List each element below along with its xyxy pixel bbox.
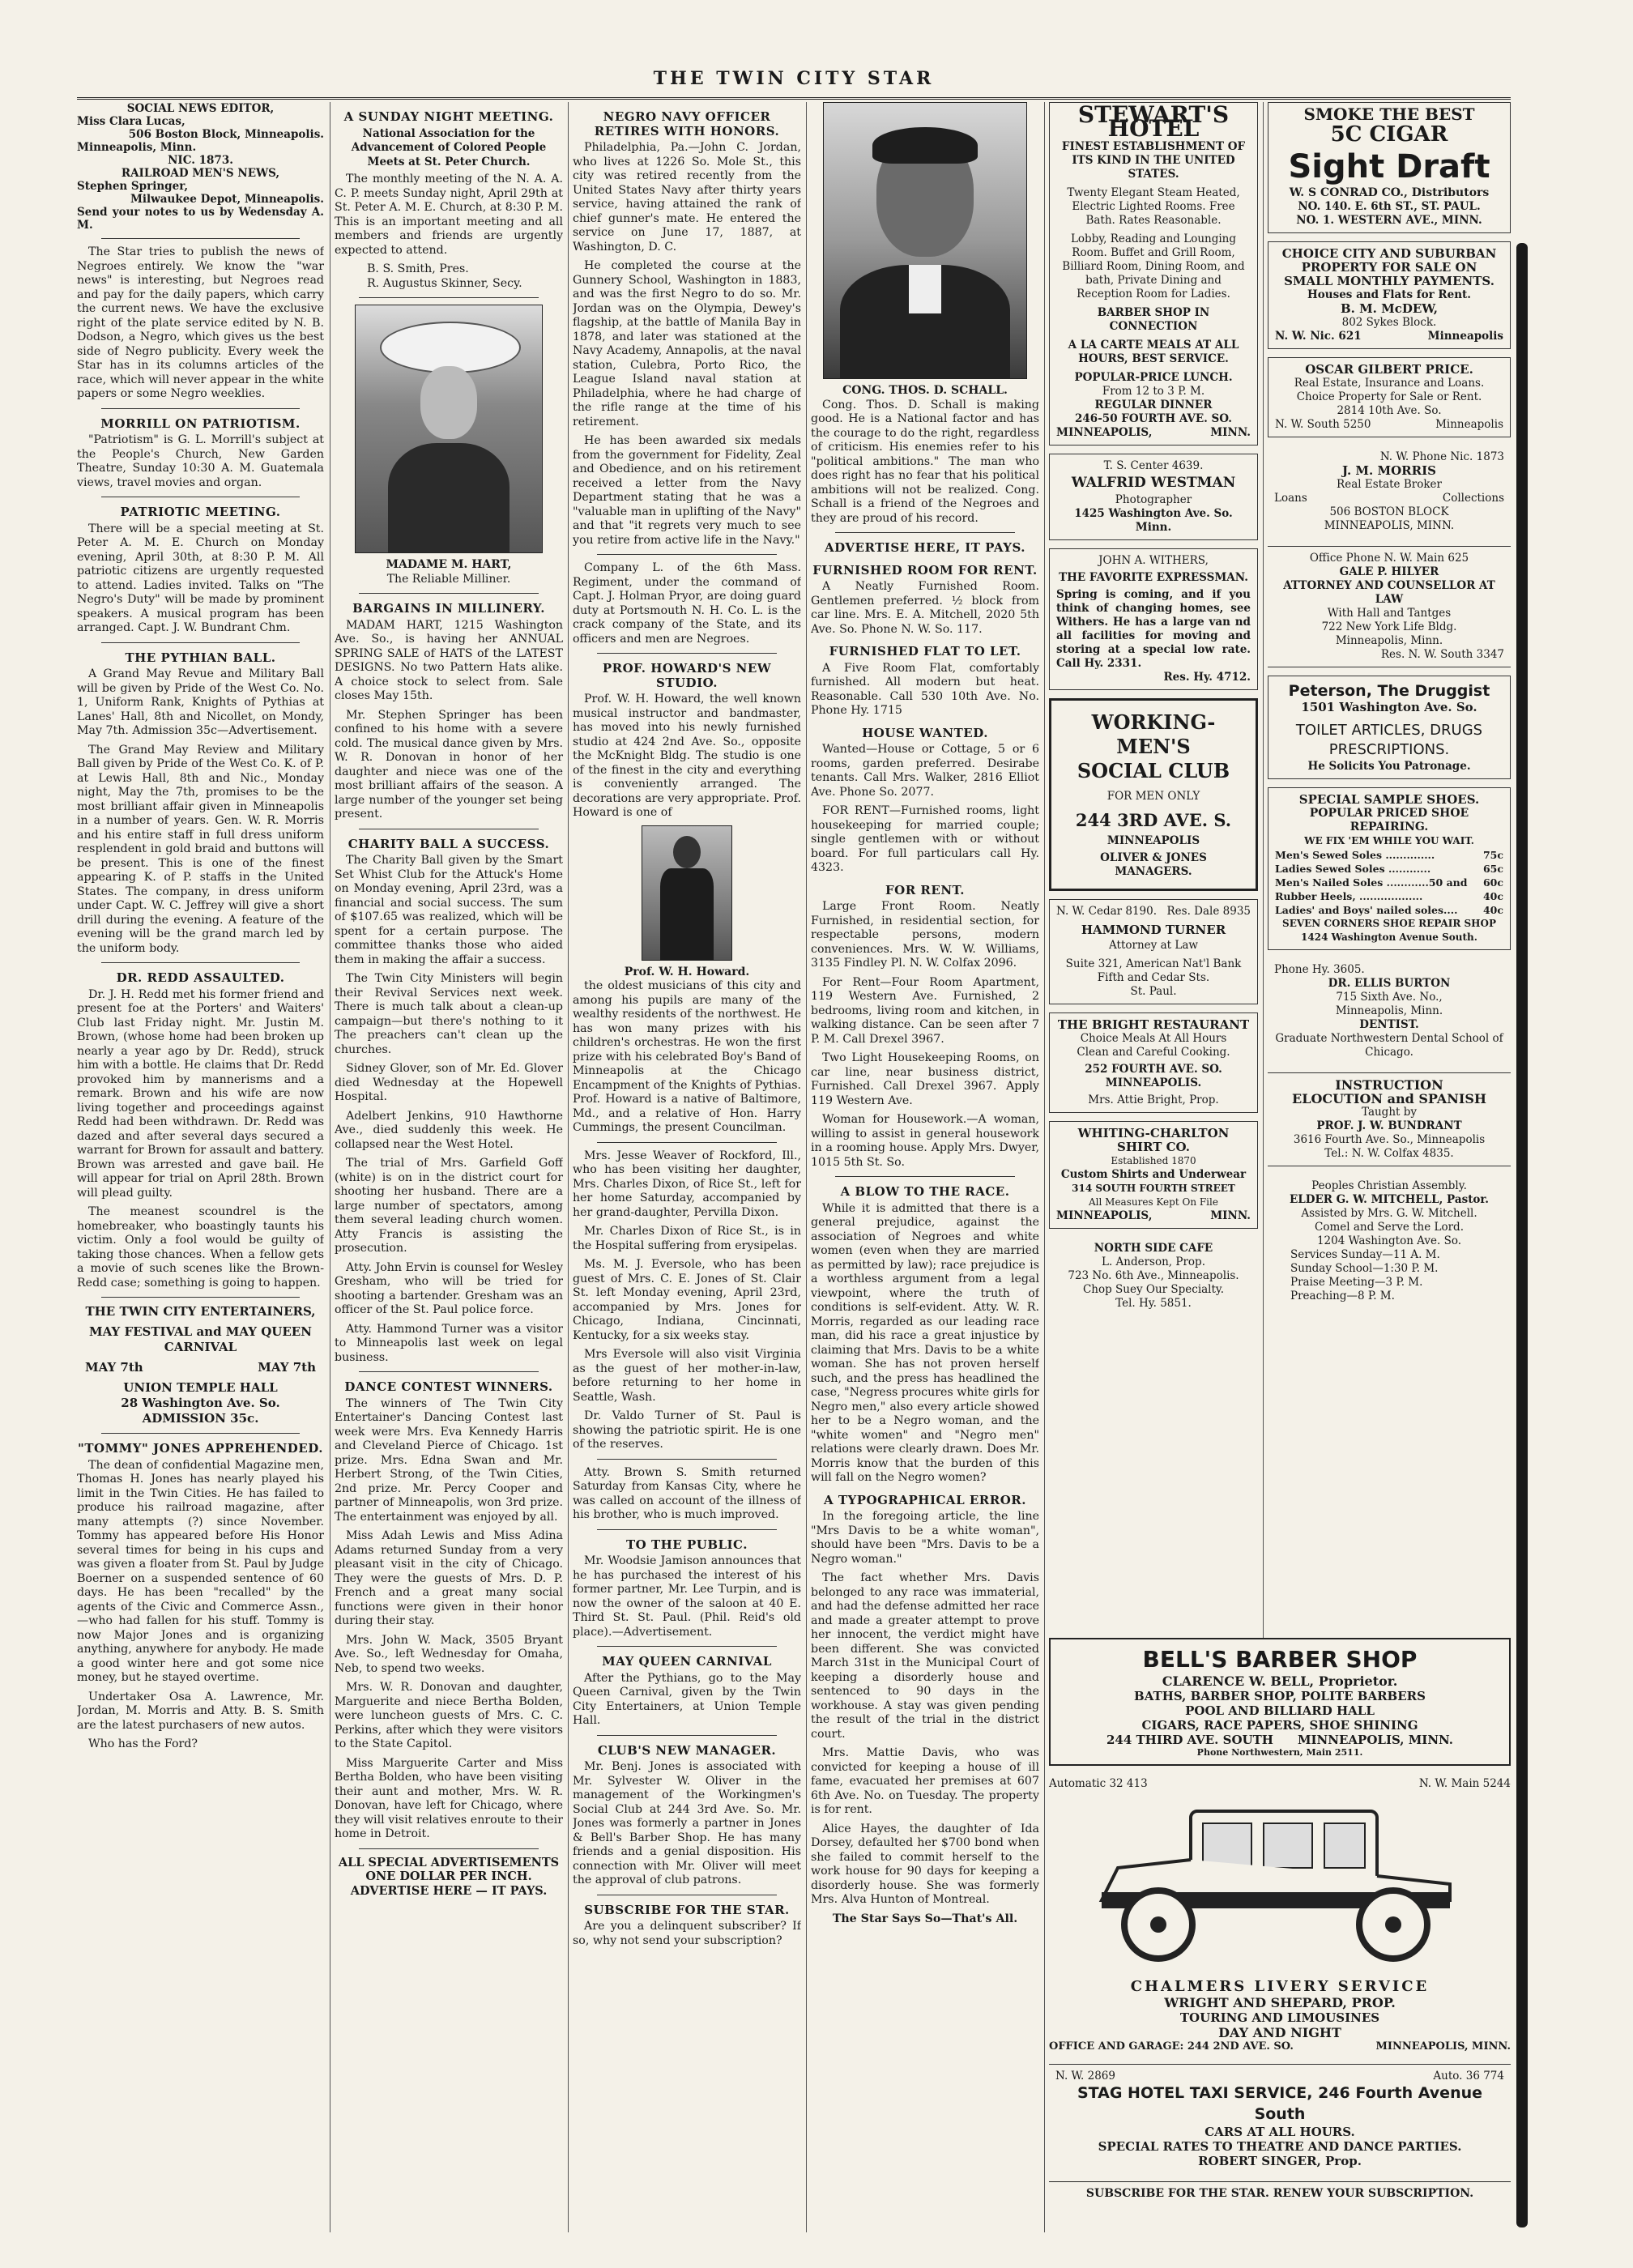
sight-draft-cigar-ad: SMOKE THE BEST 5C CIGAR Sight Draft W. S CONRAD CO., Distributors NO. 140. E. 6th ST., ST. PAUL. NO. 1. WESTERN AVE., MINN. [1268, 102, 1511, 233]
divider [597, 554, 777, 555]
car-window [1324, 1823, 1365, 1868]
madame-hart-portrait [355, 305, 543, 553]
column-1: SOCIAL NEWS EDITOR, Miss Clara Lucas, 506 Boston Block, Minneapolis. Minneapolis, Minn. NIC. 1873. RAILROAD MEN'S NEWS, Stephen Springer, Milwaukee Depot, Minneapolis. Send your notes to us by Wedensday A. M. The Star tries to publish the news of Negroes entirely. We know the "war news" is interesting, but Negroes read and pay for the daily papers, which carry the current news. We have the exclusive right of the plate service edited by N. B. Dodson, a Negro, which gives us the best side of Negro publicity. Every week the Star has in its columns articles of the race, which will never appear in the white papers or some Negro weeklies. MORRILL ON PATRIOTISM. "Patriotism" is G. L. Morrill's subject at the People's Church, New Garden Theatre, Sunday 10:30 A. M. Guatemala views, travel movies and organ. PATRIOTIC MEETING. There will be a special meeting at St. Peter A. M. E. Church on Monday evening, April 30th, at 8:30 P. M. All patriotic citizens are urgently requested to attend. Ladies invited. Talks on "The Negro's Duty" will be made by prominent speakers. A musical program has been arranged. Capt. J. W. Bundrant Chm. THE PYTHIAN BALL. A Grand May Revue and Military Ball will be given by Pride of the West Co. No. 1, Uniform Rank, Knights of Pythias at Lanes' Hall, 8th and Nicollet, on Mondy, May 7th. Admission 35c—Advertisement. The Grand May Review and Military Ball given by Pride of the West Co. K. of P. at Lewis Hall, 8th and Nic., Monday night, May the 7th, promises to be the most brilliant affair given in Minneapolis in a number of years. Gen. W. R. Morris and his entire staff in full dress uniform resplendent in gold braid and buttons will be present. This is one of the finest appearing K. of P. staffs in the United States. The company, in dress uniform under Capt. W. C. Jeffrey will give a short drill during the evening. A feature of the evening will be the grand march led by the uniform body. DR. REDD ASSAULTED. Dr. J. H. Redd met his former friend and present foe at the Porters' and Waiters' Club last Friday night. Mr. Justin M. Brown, (whose home had been broken up nearly a year ago by Dr. Redd), struck him with a bottle. He claims that Dr. Redd provoked him by mannerisms and a remark. Brown and his wife are now living together and proceedings against Redd had been withdrawn. Dr. Redd was dazed and after several days secured a warrant for Brown for assault and battery. Brown was arrested and gave bail. He will appear for trial on April 28th. Brown will plead guilty. The meanest scoundrel is the homebreaker, who boastingly taunts his victim. Only a fool would be guilty of taking those chances. When a fellow gets a movie of such scenes like the Brown-Redd case; something is going to happen. THE TWIN CITY ENTERTAINERS, MAY FESTIVAL and MAY QUEEN CARNIVAL MAY 7th MAY 7th UNION TEMPLE HALL 28 Washington Ave. So. ADMISSION 35c. "TOMMY" JONES APPREHENDED. The dean of confidential Magazine men, Thomas H. Jones has nearly played his limit in the Twin Cities. He has failed to produce his railroad magazine, after many attempts (?) since November. Tommy has appeared before His Honor several times for being in his cups and was given a floater from St. Paul by Judge Boerner on a suspended sentence of 60 days. He has been "recalled" by the agents of the Civic and Commerce Assn.,—who had fallen for his stuff. Tommy is now Major Jones and is organizing anything, anywhere for anybody. He made a good winter here and got some nice money, but he stayed overtime. Undertaker Osa A. Lawrence, Mr. Jordan, M. Morris and Atty. B. S. Smith are the latest purchasers of new autos. Who has the Ford? [77, 102, 324, 1750]
headline: SUBSCRIBE FOR THE STAR. [584, 1902, 790, 1917]
hair-shape [872, 127, 978, 164]
divider [835, 1176, 1015, 1177]
hammond-turner-ad: N. W. Cedar 8190. Res. Dale 8935 HAMMOND TURNER Attorney at Law Suite 321, American Nat'l Bank Fifth and Cedar Sts. St. Paul. [1049, 899, 1258, 1004]
newspaper-page [77, 65, 1511, 2244]
headline: PATRIOTIC MEETING. [120, 505, 281, 519]
column-6-ads [1268, 102, 1511, 1633]
wheel-hub [1150, 1916, 1166, 1933]
photo-caption: Prof. W. H. Howard. [624, 965, 750, 978]
peterson-druggist-ad: Peterson, The Druggist 1501 Washington Ave. So. TOILET ARTICLES, DRUGS PRESCRIPTIONS. He Solicits You Patronage. [1268, 676, 1511, 779]
divider [101, 1433, 300, 1434]
headline: FURNISHED FLAT TO LET. [829, 644, 1021, 659]
editor-block: SOCIAL NEWS EDITOR, Miss Clara Lucas, 506 Boston Block, Minneapolis. Minneapolis, Minn. NIC. 1873. RAILROAD MEN'S NEWS, Stephen Springer, Milwaukee Depot, Minneapolis. Send your notes to us by Wedensday A. M. [77, 102, 324, 232]
car-window [1203, 1823, 1251, 1868]
dress-shape [388, 443, 510, 552]
headline: A BLOW TO THE RACE. [840, 1184, 1010, 1199]
headline: HOUSE WANTED. [862, 725, 988, 740]
stewarts-hotel-ad: STEWART'S HOTEL FINEST ESTABLISHMENT OF ITS KIND IN THE UNITED STATES. Twenty Elegant Steam Heated, Electric Lighted Rooms. Free Bath. Rates Reasonable. Lobby, Reading and Lounging Room. Buffet and Grill Room, Billiard Room, Dining Room, and bath, Private Dining and Reception Room for Ladies. BARBER SHOP IN CONNECTION A LA CARTE MEALS AT ALL HOURS, BEST SERVICE. POPULAR-PRICE LUNCH. From 12 to 3 P. M. REGULAR DINNER 246-50 FOURTH AVE. SO. MINNEAPOLIS, MINN. [1049, 102, 1258, 446]
headline: THE PYTHIAN BALL. [125, 650, 276, 665]
divider [359, 1848, 539, 1849]
mcdew-property-ad: CHOICE CITY AND SUBURBAN PROPERTY FOR SALE ON SMALL MONTHLY PAYMENTS. Houses and Flats for Rent. B. M. McDEW, 802 Sykes Block. N. W. Nic. 621 Minneapolis [1268, 241, 1511, 349]
divider [359, 297, 539, 298]
masthead: THE TWIN CITY STAR [77, 65, 1511, 100]
collar-shape [909, 265, 941, 313]
headline: CLUB'S NEW MANAGER. [597, 1742, 777, 1758]
headline: DR. REDD ASSAULTED. [116, 970, 285, 985]
divider [359, 1371, 539, 1372]
stag-taxi-ad: N. W. 2869 Auto. 36 774 STAG HOTEL TAXI SERVICE, 246 Fourth Avenue South CARS AT ALL HOURS. SPECIAL RATES TO THEATRE AND DANCE PARTIES. ROBERT SINGER, Prop. [1049, 2064, 1511, 2173]
withers-expressman-ad: JOHN A. WITHERS, THE FAVORITE EXPRESSMAN. Spring is coming, and if you think of changing homes, see Withers. He has a large van nd all facilities for moving and storing at a special low rate. Call Hy. 2331. Res. Hy. 4712. [1049, 548, 1258, 690]
column-rule [1044, 102, 1045, 2232]
divider [101, 1297, 300, 1298]
body-shape [660, 868, 714, 960]
binding-edge-shadow [1516, 243, 1528, 2228]
schall-portrait [823, 102, 1027, 379]
column-4: CONG. THOS. D. SCHALL. Cong. Thos. D. Schall is making good. He is a National factor and has the courage to do the right, regardless of criticism. His enemies refer to his "political ambitions." The man who does right has no fear that his political ambitions will not be realized. Cong. Schall is a friend of the Negroes and they are proud of his record. ADVERTISE HERE, IT PAYS. FURNISHED ROOM FOR RENT. A Neatly Furnished Room. Gentlemen preferred. ½ block from car line. Mrs. E. A. Mitchell, 2020 5th Ave. So. Phone N. W. So. 117. FURNISHED FLAT TO LET. A Five Room Flat, comfortably furnished. All modern but heat. Reasonable. Call 530 10th Ave. No. Phone Hy. 1715 HOUSE WANTED. Wanted—House or Cottage, 5 or 6 rooms, garden preferred. Desirabe tenants. Call Mrs. Walker, 2816 Elliot Ave. Phone So. 2077. FOR RENT—Furnished rooms, light housekeeping for married couple; single gentlemen with or without board. For full particulars call Hy. 4323. FOR RENT. Large Front Room. Neatly Furnished, in residential section, for respectable persons, modern conveniences. Mrs. W. W. Williams, 3135 Findley Pl. N. W. Colfax 2096. For Rent—Four Room Apartment, 119 Western Ave. Furnished, 2 bedrooms, living room and kitchen, in walking distance. Can be seen after 7 P. M. Call Drexel 3967. Two Light Housekeeping Rooms, on car line, near business district, Furnished. Call Drexel 3967. Apply 119 Western Ave. Woman for Housework.—A woman, willing to assist in general housework in a rooming house. Apply Mrs. Dwyer, 1015 5th St. So. A BLOW TO THE RACE. While it is admitted that there is a general prejudice, against the association of Negroes and white women (even when they are married as permitted by law); race prejudice is a worthless argument from a legal viewpoint, where the truth of conditions is self-evident. Atty. W. R. Morris, regarded as our leading race man, did his race a great injustice by claiming that Mrs. Davis to be a white woman. She has not proven herself such, and the press has headlined the case, "Negress procures white girls for Negro men," also every article showed her to be a Negro woman, and the "white women" and "Negro men" relations were clearly drawn. Does Mr. Morris know that the burden of this will fall on the Negro women? A TYPOGRAPHICAL ERROR. In the foregoing article, the line "Mrs Davis to be a white woman", should have been "Mrs. Davis to be a Negro woman." The fact whether Mrs. Davis belonged to any race was immaterial, and had the defense admitted her race and made a greater attempt to prove her innocent, the verdict might have been different. She was convicted March 31st in the Municipal Court of keeping a disorderly house and sentenced to 90 days in the workhouse. A stay was given pending the result of the trial in the district court. Mrs. Mattie Davis, who was convicted for keeping a house of ill fame, evacuated her premises at 607 6th Ave. No. on Tuesday. The property is for rent. Alice Hayes, the daughter of Ida Dorsey, defaulted her $700 bond when she failed to commit herself to the work house for 90 days for keeping a disorderly house. She was formerly Mrs. Alva Hunton of Montreal. The Star Says So—That's All. [811, 102, 1039, 2240]
jm-morris-ad: N. W. Phone Nic. 1873 J. M. MORRIS Real Estate Broker Loans Collections 506 BOSTON BLOCK MINNEAPOLIS, MINN. [1274, 450, 1504, 532]
headline: DANCE CONTEST WINNERS. [344, 1379, 553, 1394]
photo-caption: MADAME M. HART, [386, 558, 512, 571]
column-2: A SUNDAY NIGHT MEETING. National Association for the Advancement of Colored People Meets at St. Peter Church. The monthly meeting of the N. A. A. C. P. meets Sunday night, April 29th at St. Peter A. M. E. Church, at 8:30 P. M. This is an important meeting and all members and friends are urgently expected to attend. B. S. Smith, Pres. R. Augustus Skinner, Secy. MADAME M. HART, The Reliable Milliner. BARGAINS IN MILLINERY. MADAM HART, 1215 Washington Ave. So., is having her ANNUAL SPRING SALE of HATS of the LATEST DESIGNS. No two Pattern Hats alike. A choice stock to select from. Sale closes May 15th. Mr. Stephen Springer has been confined to his home with a severe cold. The musical dance given by Mrs. W. R. Donovan in honor of her daughter and niece was one of the most brilliant affairs of the season. A large number of the younger set being present. CHARITY BALL A SUCCESS. The Charity Ball given by the Smart Set Whist Club for the Attuck's Home on Monday evening, April 23rd, was a financial and social success. The sum of $107.65 was realized, which will be spent for a certain purpose. The committee thanks those who aided them in making the affair a success. The Twin City Ministers will begin their Revival Services next week. There is much talk about a clean-up campaign—but there's nothing to it The preachers can't clean up the churches. Sidney Glover, son of Mr. Ed. Glover died Wednesday at the Hopewell Hospital. Adelbert Jenkins, 910 Hawthorne Ave., died suddenly this week. He collapsed near the West Hotel. The trial of Mrs. Garfield Goff (white) is on in the district court for shooting her husband. There are a large number of spectators, among them several leading church women. Atty Francis is assisting the prosecution. Atty. John Ervin is counsel for Wesley Gresham, who will be tried for shooting a bartender. Gresham was an officer of the St. Paul police force. Atty. Hammond Turner was a visitor to Minneapolis last week on legal business. DANCE CONTEST WINNERS. The winners of The Twin City Entertainer's Dancing Contest last week were Mrs. Eva Kennedy Harris and Cleveland Pierce of Chicago. 1st prize. Mrs. Edna Swan and Mr. Herbert Strong, of the Twin Cities, 2nd prize. Mr. Percy Cooper and partner of Minneapolis, won 3rd prize. The entertainment was enjoyed by all. Miss Adah Lewis and Miss Adina Adams returned Sunday from a very pleasant visit in the city of Chicago. They were the guests of Mrs. D. P. French and a great many social functions were given in their honor during their stay. Mrs. John W. Mack, 3505 Bryant Ave. So., left Wednesday for Omaha, Neb, to spend two weeks. Mrs. W. R. Donovan and daughter, Marguerite and niece Bertha Bolden, were luncheon guests of Mrs. C. C. Perkins, after which they were visitors to the State Capitol. Miss Marguerite Carter and Miss Bertha Bolden, who have been visiting their aunt and mother, Mrs. W. R. Donovan, have left for Chicago, where they will visit relatives enroute to their home in Detroit. ALL SPECIAL ADVERTISEMENTS ONE DOLLAR PER INCH. ADVERTISE HERE — IT PAYS. [335, 109, 563, 1898]
divider [101, 962, 300, 963]
divider [101, 642, 300, 643]
headline: CHARITY BALL A SUCCESS. [347, 836, 550, 851]
whiting-charlton-ad: WHITING-CHARLTON SHIRT CO. Established 1870 Custom Shirts and Underwear 314 SOUTH FOURTH STREET All Measures Kept On File MINNEAPOLIS, MINN. [1049, 1121, 1258, 1229]
howard-portrait [642, 825, 732, 961]
headline: A TYPOGRAPHICAL ERROR. [824, 1492, 1026, 1507]
headline: FURNISHED ROOM FOR RENT. [812, 562, 1038, 578]
headline: MAY QUEEN CARNIVAL [602, 1654, 772, 1669]
divider [359, 593, 539, 594]
headline: NEGRO NAVY OFFICER RETIRES WITH HONORS. [594, 109, 780, 139]
photo-caption: CONG. THOS. D. SCHALL. [842, 384, 1008, 397]
divider [101, 238, 300, 239]
divider [597, 1529, 777, 1530]
bells-barber-shop-ad: BELL'S BARBER SHOP CLARENCE W. BELL, Proprietor. BATHS, BARBER SHOP, POLITE BARBERS POOL AND BILLIARD HALL CIGARS, RACE PAPERS, SHOE SHINING 244 THIRD AVE. SOUTH MINNEAPOLIS, MINN. Phone Northwestern, Main 2511. [1049, 1638, 1511, 1766]
intro-text: The Star tries to publish the news of Negroes entirely. We know the "war news" is interesting, but Negroes read and pay for the daily papers, which carry the current news. We have the exclusive right of the plate service edited by N. B. Dodson, a Negro, which gives us the best side of Negro publicity. Every week the Star has in its columns articles of the race, which will never appear in the white papers or some Negro weeklies. [77, 245, 324, 400]
oscar-gilbert-price-ad: OSCAR GILBERT PRICE. Real Estate, Insurance and Loans. Choice Property for Sale or Rent. 2814 10th Ave. So. N. W. South 5250 Minneapolis [1268, 357, 1511, 437]
chalmers-livery-ad: Automatic 32 413 N. W. Main 5244 CHALMERS LIVERY SERVICE WRIGHT AND SHEPARD, PROP. TOURING AND LIMOUSINES DAY AND NIGHT OFFICE AND GARAGE: 244 2ND AVE. SO. MINNEAPOLIS, MINN. [1049, 1777, 1511, 2053]
headline: "TOMMY" JONES APPREHENDED. [78, 1441, 323, 1456]
dr-burton-dentist-ad: Phone Hy. 3605. DR. ELLIS BURTON 715 Sixth Ave. No., Minneapolis, Minn. DENTIST. Graduate Northwestern Dental School of Chicago. [1274, 963, 1503, 1059]
face-shape [420, 366, 477, 439]
headline: TO THE PUBLIC. [626, 1537, 748, 1552]
entertainers-ad: THE TWIN CITY ENTERTAINERS, MAY FESTIVAL and MAY QUEEN CARNIVAL MAY 7th MAY 7th UNION TEMPLE HALL 28 Washington Ave. So. ADMISSION 35c. [85, 1304, 316, 1426]
headline: A SUNDAY NIGHT MEETING. [343, 109, 554, 124]
subscribe-banner: SUBSCRIBE FOR THE STAR. RENEW YOUR SUBSCRIPTION. [1049, 2181, 1511, 2200]
headline: PROF. HOWARD'S NEW STUDIO. [602, 661, 772, 690]
divider [597, 1735, 777, 1736]
head-shape [673, 836, 701, 868]
shoe-repair-ad: SPECIAL SAMPLE SHOES. POPULAR PRICED SHOE REPAIRING. WE FIX 'EM WHILE YOU WAIT. Men's Sewed Soles .............. 75c Ladies Sewed Soles ............ 65c Men's Nailed Soles ............50 and 60c Rubber Heels, .................. 40c Ladies' and Boys' nailed soles.... 40c SEVEN CORNERS SHOE REPAIR SHOP 1424 Washington Avenue South. [1268, 787, 1511, 950]
divider [597, 1459, 777, 1460]
limousine-car-illustration [1069, 1795, 1490, 1973]
headline: MORRILL ON PATRIOTISM. [100, 416, 301, 431]
bright-restaurant-ad: THE BRIGHT RESTAURANT Choice Meals At All Hours Clean and Careful Cooking. 252 FOURTH AVE. SO. MINNEAPOLIS. Mrs. Attie Bright, Prop. [1049, 1013, 1258, 1113]
headline: FOR RENT. [885, 882, 965, 897]
column-rule [568, 102, 569, 2232]
special-ads-notice: ALL SPECIAL ADVERTISEMENTS ONE DOLLAR PER INCH. ADVERTISE HERE — IT PAYS. [338, 1855, 560, 1898]
column-5-ads [1049, 102, 1258, 1633]
north-side-cafe-ad: NORTH SIDE CAFE L. Anderson, Prop. 723 No. 6th Ave., Minneapolis. Chop Suey Our Specialty. Tel. Hy. 5851. [1068, 1242, 1239, 1310]
westman-photographer-ad: T. S. Center 4639. WALFRID WESTMAN Photographer 1425 Washington Ave. So. Minn. [1049, 454, 1258, 540]
hilyer-attorney-ad: Office Phone N. W. Main 625 GALE P. HILYER ATTORNEY AND COUNSELLOR AT LAW With Hall and Tantges 722 New York Life Bldg. Minneapolis, Minn. Res. N. W. South 3347 [1268, 546, 1511, 667]
wheel-hub [1385, 1916, 1401, 1933]
divider [597, 1646, 777, 1647]
divider [835, 532, 1015, 533]
christian-assembly-ad: Peoples Christian Assembly. ELDER G. W. MITCHELL, Pastor. Assisted by Mrs. G. W. Mitchell. Comel and Serve the Lord. 1204 Washington Ave. So. Services Sunday—11 A. M. Sunday School—1:30 P. M. Praise Meeting—3 P. M. Preaching—8 P. M. [1289, 1179, 1490, 1302]
headline: BARGAINS IN MILLINERY. [352, 601, 545, 616]
working-mens-club-ad: WORKING-MEN'S SOCIAL CLUB FOR MEN ONLY 244 3RD AVE. S. MINNEAPOLIS OLIVER & JONES MANAGERS. [1049, 698, 1258, 891]
divider [597, 1142, 777, 1143]
column-3: NEGRO NAVY OFFICER RETIRES WITH HONORS. Philadelphia, Pa.—John C. Jordan, who lives at 1226 So. Mole St., this city was retired recently from the United States Navy after thirty years service, having attained the rank of chief gunner's mate. He entered the service on June 17, 1887, at Washington, D. C. He completed the course at the Gunnery School, Washington in 1883, and was the first Negro to do so. Mr. Jordan was on the Olympia, Dewey's flagship, at the battle of Manila Bay in 1878, and later was stationed at the Navy Academy, Annapolis, at the naval station, Culebra, Porto Rico, the League Island naval station at Philadelphia, where he had charge of the rifle range at the time of his retirement. He has been awarded six medals from the government for Fidelity, Zeal and Obedience, and on his retirement received a letter from the Navy Department stating that he was a "valuable man in uplifting of the Navy" and that "it regrets very much to see you retire from active life in the Navy." Company L. of the 6th Mass. Regiment, under the command of Capt. J. Holman Pryor, are doing guard duty at Portsmouth N. H. Co. L. is the crack company of the State, and its officers and men are Negroes. PROF. HOWARD'S NEW STUDIO. Prof. W. H. Howard, the well known musical instructor and bandmaster, has moved into his newly furnished studio at 424 2nd Ave. So., opposite the McKnight Bldg. The studio is one of the finest in the city and everything is conveniently arranged. The decorations are very appropriate. Prof. Howard is one of Prof. W. H. Howard. the oldest musicians of this city and among his pupils are many of the wealthy residents of the northwest. He has won many prizes with his children's orchestras. He won the first prize with his celebrated Boy's Band of Minneapolis at the Chicago Encampment of the Knights of Pythias. Prof. Howard is a native of Baltimore, Md., and a relative of Hon. Harry Cummings, the present Councilman. Mrs. Jesse Weaver of Rockford, Ill., who has been visiting her daughter, Mrs. Charles Dixon, of Rice St., left for her home Saturday, accompanied by her grand-daughter, Pervilla Dixon. Mr. Charles Dixon of Rice St., is in the Hospital suffering from erysipelas. Ms. M. J. Eversole, who has been guest of Mrs. C. E. Jones of St. Clair St. left Monday evening, April 23rd, accompanied by Mrs. Jones for Chicago, Indiana, Cincinnati, Kentucky, for a six weeks stay. Mrs Eversole will also visit Virginia as the guest of her mother-in-law, before returning to her home in Seattle, Wash. Dr. Valdo Turner of St. Paul is showing the patriotic spirit. He is one of the reserves. Atty. Brown S. Smith returned Saturday from Kansas City, where he was called on account of the illness of his brother, who is much improved. TO THE PUBLIC. Mr. Woodsie Jamison announces that he has purchased the interest of his former partner, Mr. Lee Turpin, and is now the owner of the saloon at 40 E. Third St. St. Paul. (Phil. Reid's old place).—Advertisement. MAY QUEEN CARNIVAL After the Pythians, go to the May Queen Carnival, given by the Twin City Entertainers, at Union Temple Hall. CLUB'S NEW MANAGER. Mr. Benj. Jones is associated with Mr. Sylvester W. Oliver in the management of the Workingmen's Social Club at 244 3rd Ave. So. Mr. Jones was formerly a partner in Jones & Bell's Barber Shop. He has many friends and a genial disposition. His connection with Mr. Oliver will meet the approval of club patrons. SUBSCRIBE FOR THE STAR. Are you a delinquent subscriber? If so, why not send your subscription? [573, 109, 801, 1947]
car-window [1264, 1823, 1312, 1868]
instruction-ad: INSTRUCTION ELOCUTION and SPANISH Taught by PROF. J. W. BUNDRANT 3616 Fourth Ave. So., Minneapolis Tel.: N. W. Colfax 4835. [1268, 1072, 1511, 1166]
headline: ADVERTISE HERE, IT PAYS. [825, 540, 1025, 555]
bottom-ads [1049, 1638, 1511, 2237]
divider [597, 653, 777, 654]
column-rule [806, 102, 807, 2232]
divider [101, 408, 300, 409]
